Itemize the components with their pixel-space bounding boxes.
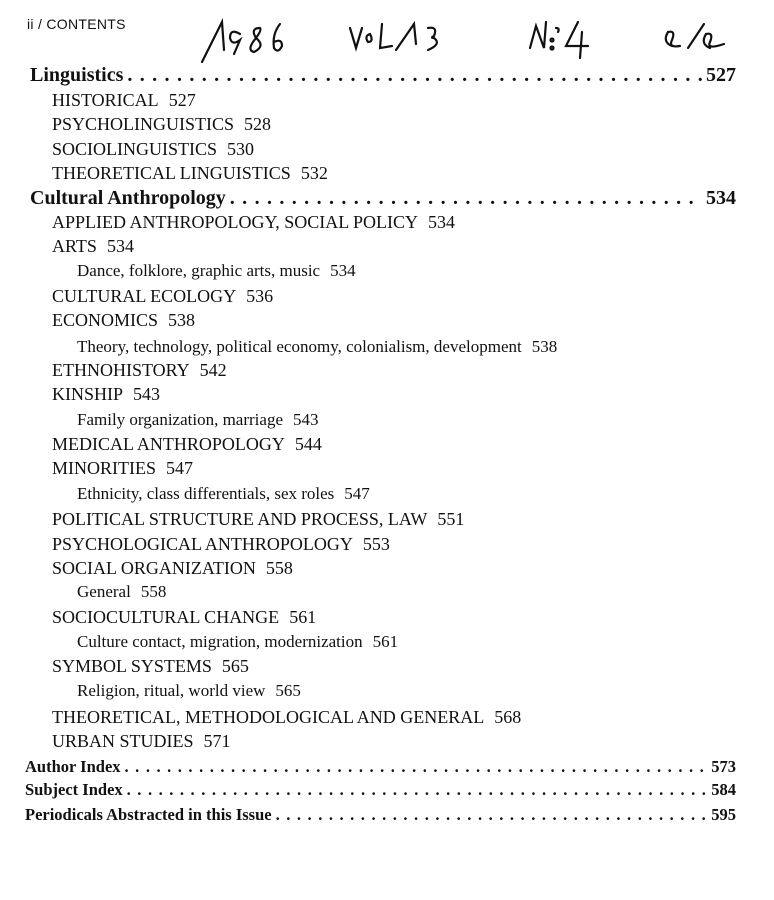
toc-entry (52, 433, 322, 455)
toc-entry-page: 528 (244, 114, 272, 134)
toc-entry-title: General (77, 582, 131, 601)
toc-entry-title: Religion, ritual, world view (77, 681, 266, 700)
toc-entry-title: SOCIOLINGUISTICS (52, 139, 218, 159)
toc-entry-page: 568 (494, 707, 522, 727)
toc-entry (77, 336, 557, 358)
toc-entry-page: 571 (203, 731, 231, 751)
toc-entry (25, 779, 736, 801)
running-header: ii / CONTENTS (27, 16, 126, 32)
toc-entry-page: 565 (275, 681, 301, 700)
toc-entry (52, 359, 227, 381)
toc-entry (52, 655, 249, 677)
toc-entry-title: Subject Index (25, 780, 123, 799)
toc-entry-page: 538 (531, 337, 558, 356)
toc-entry-page: 547 (166, 458, 193, 478)
toc-entry (52, 557, 293, 579)
toc-entry-page: 532 (300, 163, 328, 183)
toc-entry-title: SOCIOCULTURAL CHANGE (52, 607, 280, 627)
toc-entry-title: Periodicals Abstracted in this Issue (25, 805, 272, 824)
toc-entry-title: SOCIAL ORGANIZATION (52, 558, 256, 578)
toc-entry (77, 631, 398, 653)
toc-entry-title: HISTORICAL (52, 90, 159, 110)
toc-entry-page: 543 (292, 410, 319, 429)
toc-entry-page: 561 (372, 632, 399, 651)
toc-entry-page: 584 (711, 780, 736, 799)
toc-entry-title: THEORETICAL LINGUISTICS (52, 163, 291, 183)
toc-entry-title: ETHNOHISTORY (52, 360, 190, 380)
toc-entry (52, 730, 231, 752)
toc-entry (30, 64, 736, 86)
toc-entry-page: 530 (227, 139, 255, 159)
toc-entry-page: 544 (294, 434, 322, 454)
toc-entry-page: 558 (265, 558, 293, 578)
toc-entry-title: PSYCHOLOGICAL ANTHROPOLOGY (52, 534, 353, 554)
toc-entry-title: MEDICAL ANTHROPOLOGY (52, 434, 285, 454)
toc-entry-page: 595 (711, 805, 736, 824)
toc-entry (77, 680, 301, 702)
toc-entry-title: CULTURAL ECOLOGY (52, 286, 237, 306)
toc-entry-title: MINORITIES (52, 458, 156, 478)
toc-entry-page: 534 (706, 187, 736, 209)
toc-entry-title: KINSHIP (52, 384, 124, 404)
toc-entry-title: POLITICAL STRUCTURE AND PROCESS, LAW (52, 509, 428, 529)
toc-entry-page: 534 (106, 236, 134, 256)
toc-entry-title: ECONOMICS (52, 310, 159, 330)
toc-entry-page: 551 (437, 509, 465, 529)
toc-entry (30, 187, 736, 209)
toc-entry-page: 558 (140, 582, 167, 601)
toc-entry-page: 553 (362, 534, 390, 554)
toc-entry (52, 211, 455, 233)
toc-entry-title: Ethnicity, class differentials, sex roles (77, 484, 335, 503)
dot-leader (276, 804, 708, 826)
toc-entry-page: 527 (168, 90, 196, 110)
toc-entry (25, 756, 736, 778)
toc-entry (52, 285, 273, 307)
toc-entry-title: Culture contact, migration, modernization (77, 632, 363, 651)
toc-entry-title: PSYCHOLINGUISTICS (52, 114, 235, 134)
toc-entry-title: ARTS (52, 236, 97, 256)
toc-entry (77, 483, 370, 505)
toc-entry (52, 235, 134, 257)
toc-entry-page: 573 (711, 757, 736, 776)
toc-entry-title: Family organization, marriage (77, 410, 283, 429)
toc-entry (52, 508, 464, 530)
toc-entry-title: THEORETICAL, METHODOLOGICAL AND GENERAL (52, 707, 485, 727)
toc-entry-title: SYMBOL SYSTEMS (52, 656, 212, 676)
toc-entry-title: Theory, technology, political economy, colonialism, development (77, 337, 522, 356)
toc-entry-page: 547 (344, 484, 370, 503)
toc-entry (52, 162, 328, 184)
toc-entry-page: 542 (199, 360, 227, 380)
toc-entry (77, 581, 166, 603)
toc-entry (52, 138, 254, 160)
toc-entry-page: 565 (221, 656, 249, 676)
toc-entry-page: 543 (133, 384, 161, 404)
toc-entry (77, 260, 356, 282)
toc-entry (52, 606, 316, 628)
toc-entry-page: 561 (289, 607, 317, 627)
dot-leader (127, 64, 702, 86)
toc-entry-title: URBAN STUDIES (52, 731, 194, 751)
toc-entry (52, 533, 390, 555)
toc-entry (52, 383, 160, 405)
toc-entry-title: Linguistics (30, 64, 124, 86)
toc-entry (52, 706, 521, 728)
toc-entry (25, 804, 736, 826)
toc-entry-title: Author Index (25, 757, 121, 776)
toc-entry (52, 457, 193, 479)
toc-entry-title: APPLIED ANTHROPOLOGY, SOCIAL POLICY (52, 212, 419, 232)
toc-entry-title: Cultural Anthropology (30, 187, 226, 209)
toc-entry (52, 309, 195, 331)
toc-entry-page: 536 (246, 286, 274, 306)
handwritten-annotation (200, 10, 760, 70)
dot-leader (230, 187, 702, 209)
dot-leader (125, 756, 708, 778)
toc-entry-page: 534 (330, 261, 356, 280)
toc-entry-page: 538 (168, 310, 196, 330)
dot-leader (127, 779, 708, 801)
toc-entry (52, 113, 271, 135)
toc-entry (52, 89, 196, 111)
toc-entry-title: Dance, folklore, graphic arts, music (77, 261, 321, 280)
toc-entry-page: 534 (428, 212, 456, 232)
toc-entry-page: 527 (706, 64, 736, 86)
toc-entry (77, 409, 318, 431)
